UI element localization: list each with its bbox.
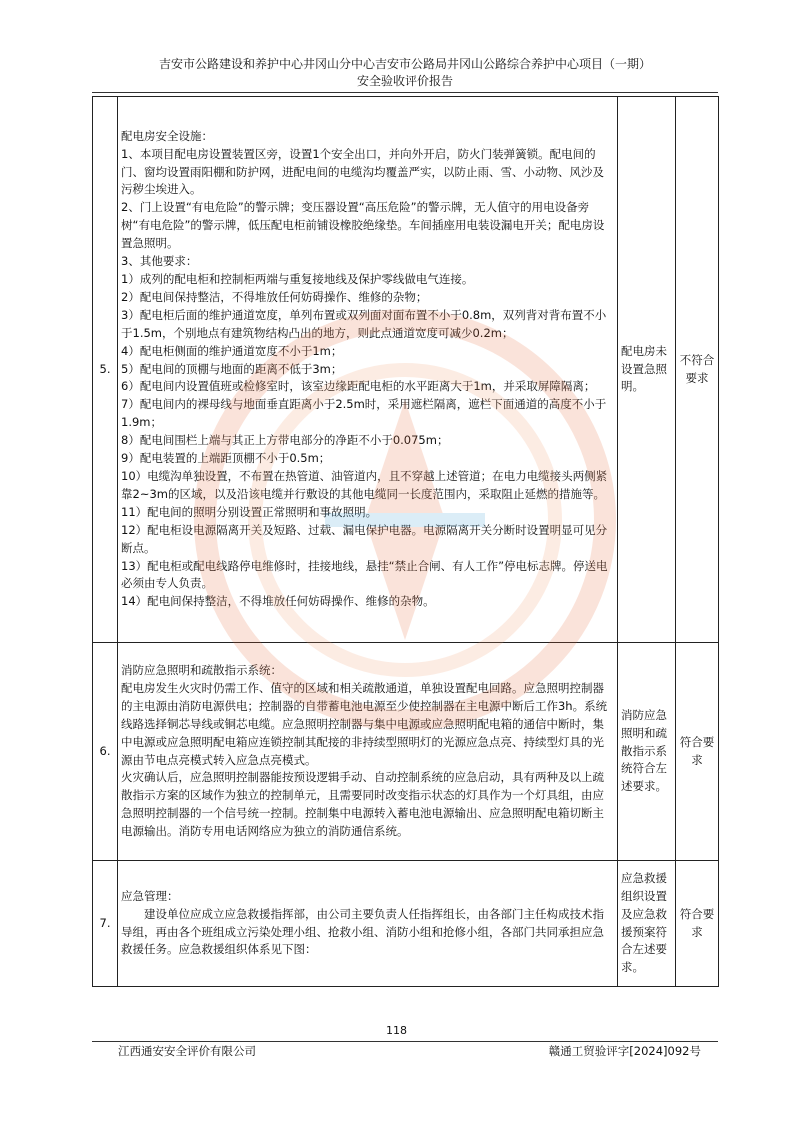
section-heading: 配电房安全设施： bbox=[121, 128, 213, 143]
evaluation-table bbox=[92, 96, 719, 987]
row-verdict: 不符合要求 bbox=[676, 97, 719, 643]
page-header bbox=[92, 56, 718, 90]
footer-doc-number: 赣通工贸验评字[2024]092号 bbox=[548, 1044, 701, 1058]
row-index: 5. bbox=[93, 97, 118, 643]
content-paragraph: 9）配电装置的上端距顶棚不小于0.5m； bbox=[121, 451, 331, 466]
content-paragraph: 13）配电柜或配电线路停电维修时，挂接地线，悬挂“禁止合闸、有人工作”停电标志牌。停送电必须由专人负责。 bbox=[121, 558, 608, 591]
header-title-line1: 吉安市公路建设和养护中心井冈山分中心吉安市公路局井冈山公路综合养护中心项目（一期） bbox=[158, 57, 651, 71]
header-title-line2: 安全验收评价报告 bbox=[356, 74, 453, 88]
row-result: 配电房未设置急照明。 bbox=[618, 97, 676, 643]
content-paragraph: 14）配电间保持整洁，不得堆放任何妨碍操作、维修的杂物。 bbox=[121, 594, 435, 609]
content-paragraph: 6）配电间内设置值班或检修室时，该室边缘距配电柜的水平距离大于1m，并采取屏障隔离； bbox=[121, 379, 596, 394]
content-paragraph: 5）配电间的顶棚与地面的距离不低于3m； bbox=[121, 361, 343, 376]
content-paragraph: 3、其他要求： bbox=[121, 254, 198, 269]
content-paragraph: 1）成列的配电柜和控制柜两端与重复接地线及保护零线做电气连接。 bbox=[121, 272, 474, 287]
page-number: 118 bbox=[386, 1024, 407, 1037]
content-paragraph: 2、门上设置“有电危险”的警示牌；变压器设置“高压危险”的警示牌，无人值守的用电设备旁树“有电危险”的警示牌，低压配电柜前铺设橡胶绝缘垫。车间插座用电装设漏电开关；配电房设置急照明。 bbox=[121, 200, 605, 251]
content-paragraph: 2）配电间保持整洁，不得堆放任何妨碍操作、维修的杂物； bbox=[121, 289, 428, 304]
section-heading: 应急管理： bbox=[121, 888, 179, 903]
row-result: 应急救援组织设置及应急救援预案符合左述要求。 bbox=[618, 861, 676, 987]
header-rule bbox=[92, 92, 718, 93]
row-index: 6. bbox=[93, 643, 118, 861]
content-paragraph: 10）电缆沟单独设置，不布置在热管道、油管道内，且不穿越上述管道；在电力电缆接头两侧紧靠2~3m的区域，以及沿该电缆并行敷设的其他电缆同一长度范围内，采取阻止延燃的措施等。 bbox=[121, 468, 608, 501]
table-row bbox=[93, 643, 719, 861]
content-paragraph: 8）配电间围栏上端与其正上方带电部分的净距不小于0.075m； bbox=[121, 433, 449, 448]
content-paragraph: 12）配电柜设电源隔离开关及短路、过载、漏电保护电器。电源隔离开关分断时设置明显可见分断点。 bbox=[121, 522, 608, 555]
section-heading: 消防应急照明和疏散指示系统： bbox=[121, 662, 282, 677]
content-paragraph: 4）配电柜侧面的维护通道宽度不小于1m； bbox=[121, 343, 343, 358]
content-paragraph: 火灾确认后，应急照明控制器能按预设逻辑手动、自动控制系统的应急启动，具有两种及以上疏散指示方案的区域作为独立的控制单元，且需要同时改变指示状态的灯具作为一个灯具组，由应急照明控制器的一个信号统一控制。控制集中电源转入蓄电池电源输出、应急照明配电箱切断主电源输出。消防专用电话网络应为独立的消防通信系统。 bbox=[121, 770, 604, 839]
content-paragraph: 11）配电间的照明分别设置正常照明和事故照明。 bbox=[121, 504, 378, 519]
footer-rule bbox=[92, 1041, 718, 1042]
row-result: 消防应急照明和疏散指示系统符合左述要求。 bbox=[618, 643, 676, 861]
row-content bbox=[118, 643, 618, 861]
footer-company: 江西通安安全评价有限公司 bbox=[118, 1044, 256, 1058]
row-content bbox=[118, 861, 618, 987]
row-verdict: 符合要求 bbox=[676, 643, 719, 861]
row-index: 7. bbox=[93, 861, 118, 987]
table-row bbox=[93, 861, 719, 987]
table-row bbox=[93, 97, 719, 643]
content-paragraph: 1、本项目配电房设置装置区旁，设置1个安全出口，并向外开启，防火门装弹簧锁。配电间的门、窗均设置雨阳棚和防护网，进配电间的电缆沟均覆盖严实，以防止雨、雪、小动物、风沙及污秽尘埃进入。 bbox=[121, 146, 604, 197]
content-paragraph: 配电房发生火灾时仍需工作、值守的区域和相关疏散通道，单独设置配电回路。应急照明控制器的主电源由消防电源供电；控制器的自带蓄电池电源至少使控制器在主电源中断后工作3h。系统线路选择铜芯导线或铜芯电缆。应急照明控制器与集中电源或应急照明配电箱的通信中断时，集中电源或应急照明配电箱应连锁控制其配接的非持续型照明灯的光源应急点亮、持续型灯具的光源由节电点亮模式转入应急点亮模式。 bbox=[121, 680, 608, 767]
row-verdict: 符合要求 bbox=[676, 861, 719, 987]
content-paragraph: 建设单位应成立应急救援指挥部，由公司主要负责人任指挥组长，由各部门主任构成技术指导组，再由各个班组成立污染处理小组、抢救小组、消防小组和抢修小组，各部门共同承担应急救援任务。应急救援组织体系见下图： bbox=[121, 906, 604, 957]
content-paragraph: 7）配电间内的裸母线与地面垂直距离小于2.5m时，采用遮栏隔离，遮栏下面通道的高度不小于1.9m； bbox=[121, 397, 607, 430]
row-content bbox=[118, 97, 618, 643]
content-paragraph: 3）配电柜后面的维护通道宽度，单列布置或双列面对面布置不小于0.8m，双列背对背布置不小于1.5m，个别地点有建筑物结构凸出的地方，则此点通道宽度可减少0.2m； bbox=[121, 307, 607, 340]
